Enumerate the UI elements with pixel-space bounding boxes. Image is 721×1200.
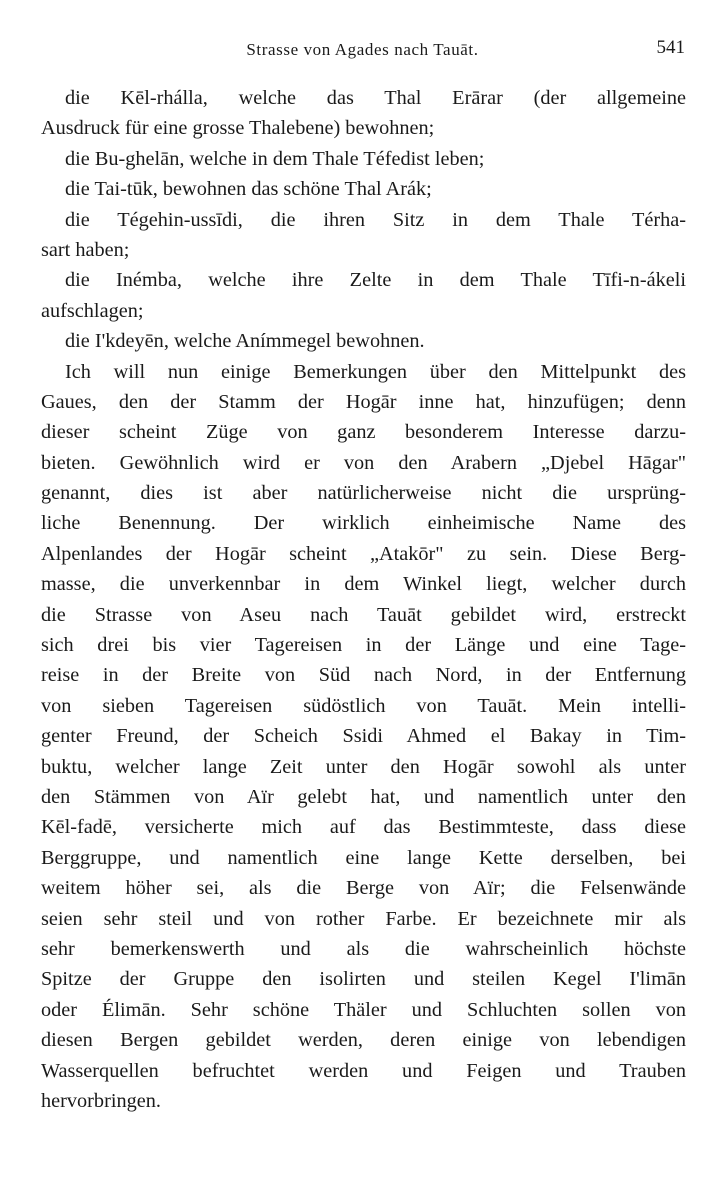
text-line: den Stämmen von Aïr gelebt hat, und namentlich unter den [41, 785, 686, 808]
text-line: hervorbringen. [41, 1089, 161, 1112]
text-line: Alpenlandes der Hogār scheint „Atakōr" zu sein. Diese Berg- [41, 542, 686, 565]
text-line: seien sehr steil und von rother Farbe. Er bezeichnete mir als [41, 907, 686, 930]
text-line: sehr bemerkenswerth und als die wahrscheinlich höchste [41, 937, 686, 960]
text-line: reise in der Breite von Süd nach Nord, in der Entfernung [41, 664, 686, 687]
text-line: die Kēl-rhálla, welche das Thal Erārar (der allgemeine [65, 87, 686, 109]
page-number: 541 [656, 37, 685, 58]
body-text [41, 83, 686, 1116]
text-line: sart haben; [41, 238, 130, 261]
text-line: masse, die unverkennbar in dem Winkel liegt, welcher durch [41, 573, 686, 596]
text-line: liche Benennung. Der wirklich einheimische Name des [41, 512, 686, 535]
text-line: Ich will nun einige Bemerkungen über den Mittelpunkt des [65, 360, 686, 383]
text-line: die Tégehin-ussīdi, die ihren Sitz in dem Thale Térha- [65, 208, 686, 231]
text-line: aufschlagen; [41, 299, 144, 322]
text-line: Kēl-fadē, versicherte mich auf das Bestimmteste, dass diese [41, 816, 686, 839]
text-line: von sieben Tagereisen südöstlich von Tauāt. Mein intelli- [41, 694, 686, 717]
text-line: Wasserquellen befruchtet werden und Feigen und Trauben [41, 1059, 686, 1082]
text-line: die Bu-ghelān, welche in dem Thale Téfedist leben; [65, 147, 485, 170]
text-line: Spitze der Gruppe den isolirten und steilen Kegel I'limān [41, 968, 686, 991]
text-line: Ausdruck für eine grosse Thalebene) bewohnen; [41, 117, 435, 140]
text-line: genter Freund, der Scheich Ssidi Ahmed el Bakay in Tim- [41, 725, 686, 748]
running-head-title: Strasse von Agades nach Tauāt. [246, 40, 479, 59]
text-line: die Inémba, welche ihre Zelte in dem Thale Tīfi-n-ákeli [65, 269, 686, 292]
text-line: die I'kdeyēn, welche Anímmegel bewohnen. [65, 330, 425, 353]
text-line: bieten. Gewöhnlich wird er von den Arabern „Djebel Hāgar" [41, 451, 686, 474]
text-line: oder Élimān. Sehr schöne Thäler und Schluchten sollen von [41, 998, 686, 1021]
text-line: die Strasse von Aseu nach Tauāt gebildet wird, erstreckt [41, 603, 686, 626]
text-line: buktu, welcher lange Zeit unter den Hogār sowohl als unter [41, 755, 686, 778]
text-line: dieser scheint Züge von ganz besonderem Interesse darzu- [41, 421, 686, 444]
text-line: Gaues, den der Stamm der Hogār inne hat, hinzufügen; denn [41, 390, 686, 413]
text-line: sich drei bis vier Tagereisen in der Länge und eine Tage- [41, 634, 686, 657]
text-line: weitem höher sei, als die Berge von Aïr; die Felsenwände [41, 877, 686, 900]
text-line: Berggruppe, und namentlich eine lange Kette derselben, bei [41, 846, 686, 869]
text-line: genannt, dies ist aber natürlicherweise nicht die ursprüng- [41, 482, 686, 505]
text-line: die Tai-tūk, bewohnen das schöne Thal Arák; [65, 178, 432, 201]
text-line: diesen Bergen gebildet werden, deren einige von lebendigen [41, 1029, 686, 1052]
running-head [40, 37, 685, 70]
